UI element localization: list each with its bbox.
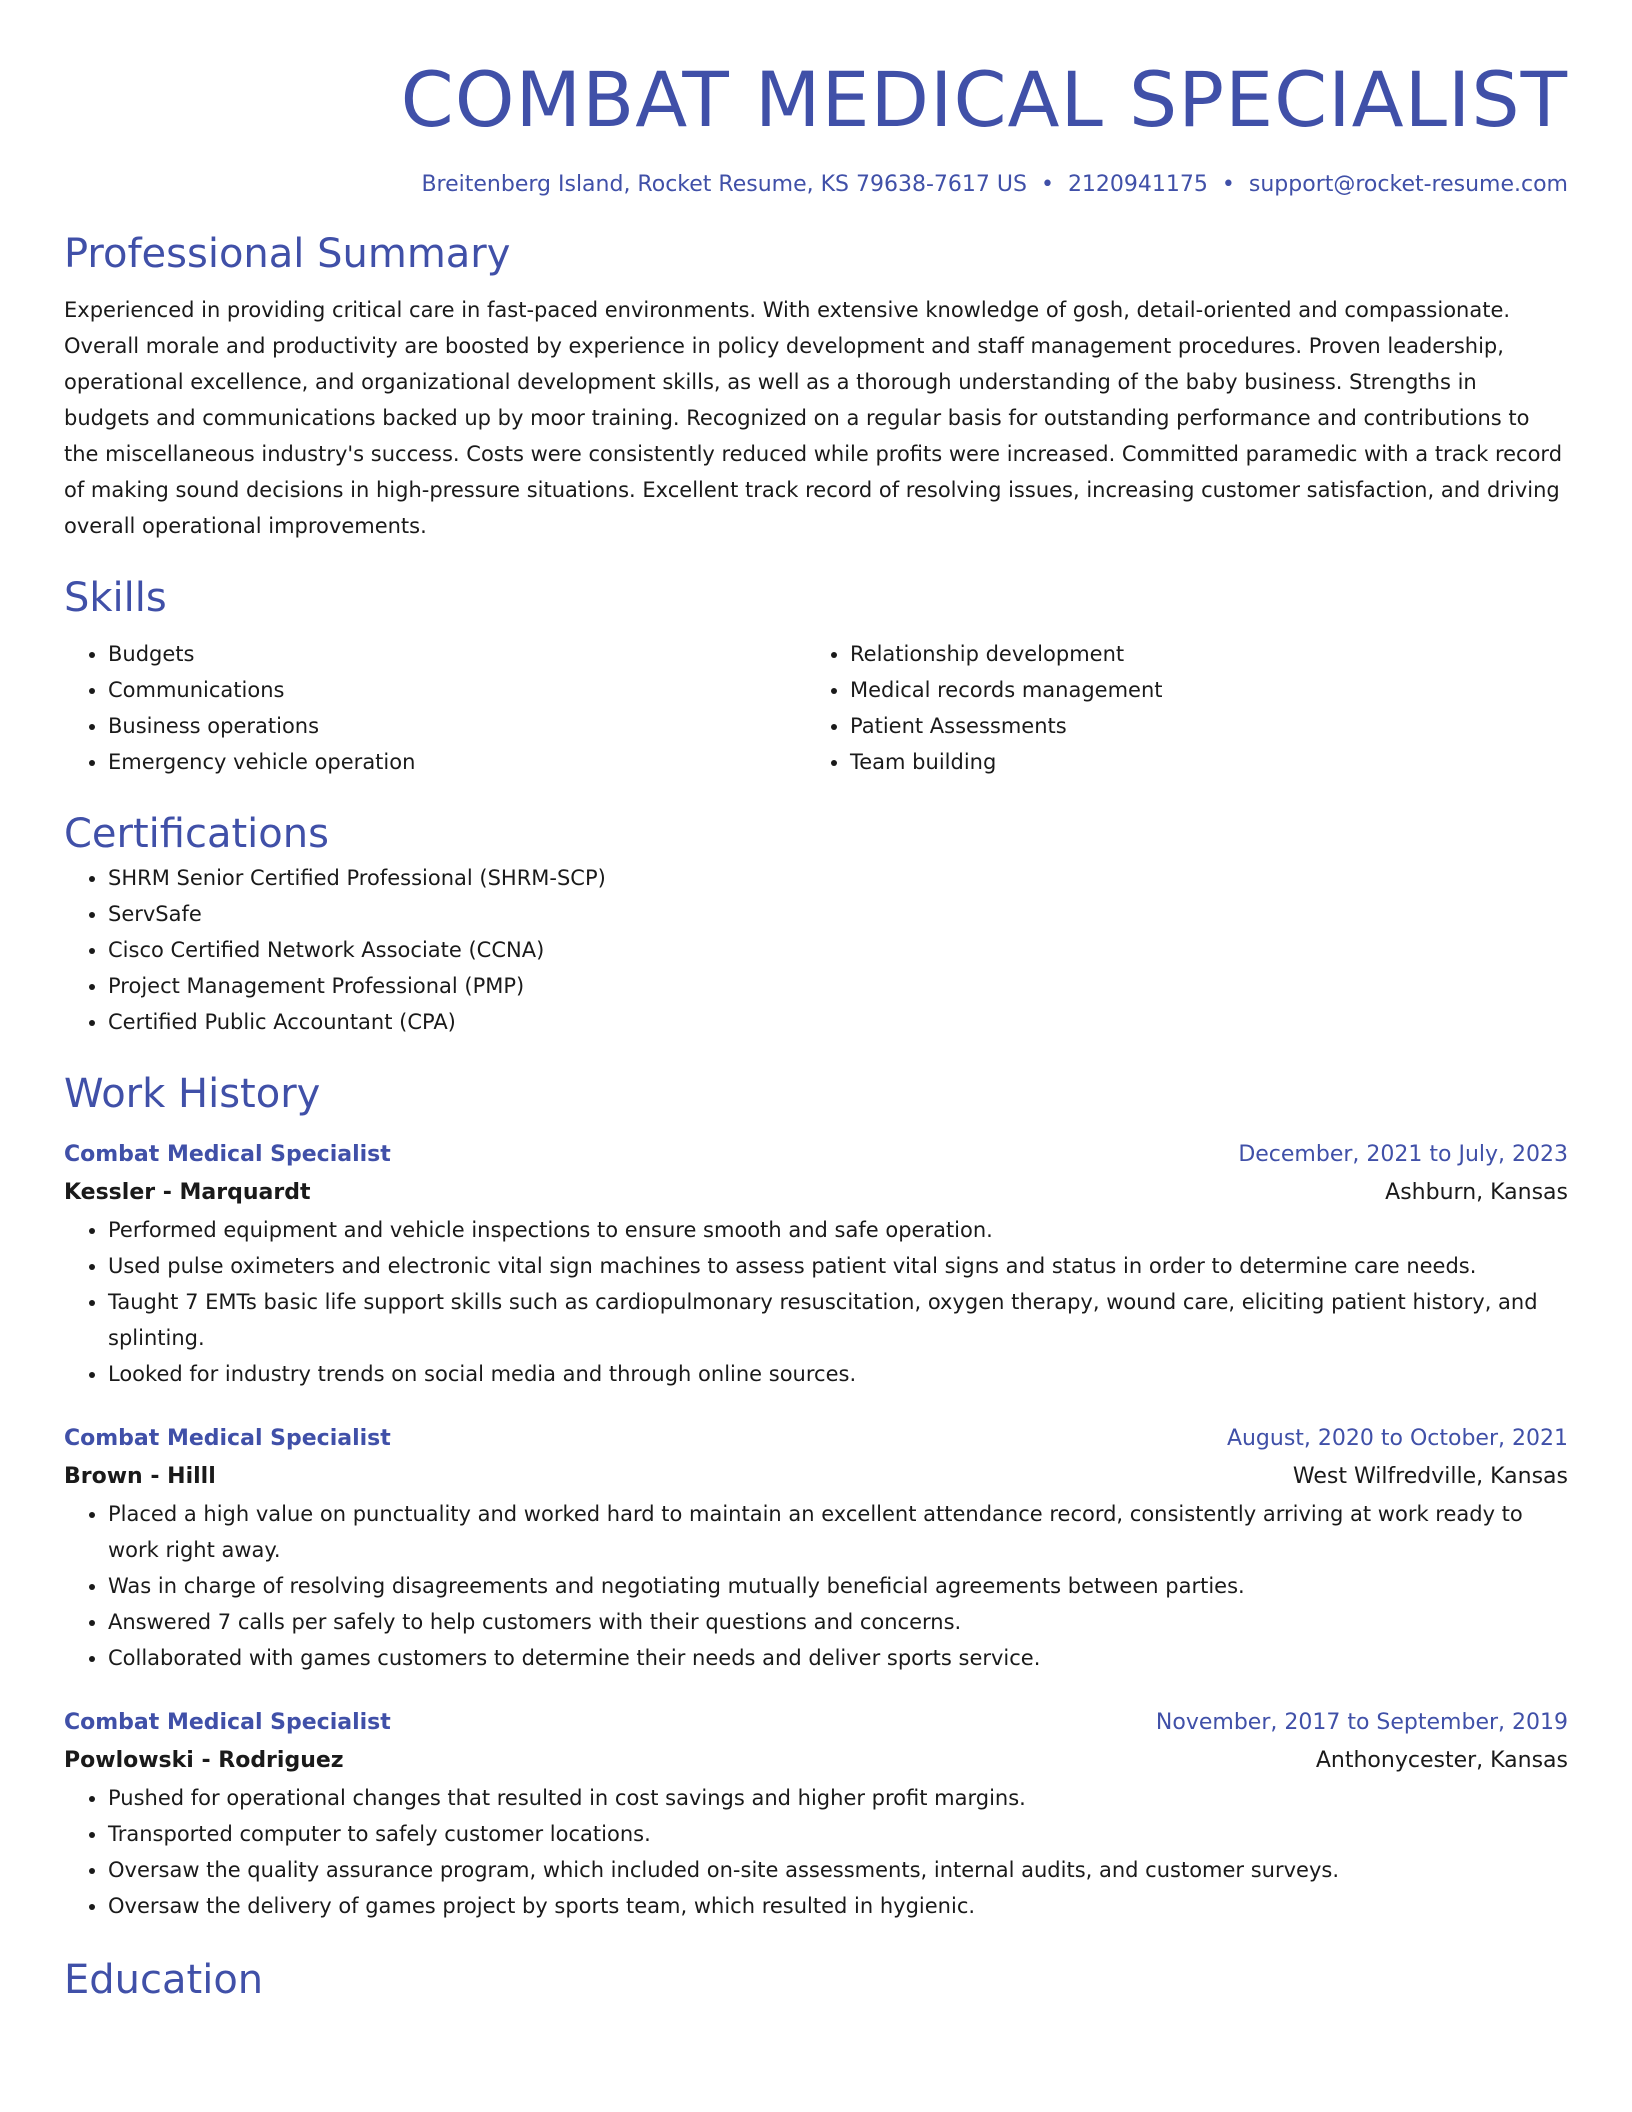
contact-address: Breitenberg Island, Rocket Resume, KS 79638-7617 US	[421, 172, 1027, 197]
contact-email: support@rocket-resume.com	[1248, 172, 1568, 197]
job-title: Combat Medical Specialist	[64, 1426, 391, 1451]
job-dates: November, 2017 to September, 2019	[1155, 1710, 1568, 1735]
job-bullet: • Pushed for operational changes that resulted in cost savings and higher profit margins.	[108, 1780, 1568, 1816]
job-bullet: • Collaborated with games customers to determine their needs and deliver sports service.	[108, 1640, 1568, 1676]
job-dates: December, 2021 to July, 2023	[1238, 1142, 1568, 1167]
section-title-education: Education	[64, 1957, 264, 2003]
job-bullet: • Was in charge of resolving disagreements and negotiating mutually beneficial agreements between parties.	[108, 1568, 1568, 1604]
job-company: Powlowski - Rodriguez	[64, 1748, 344, 1773]
job-bullet: • Looked for industry trends on social media and through online sources.	[108, 1356, 1568, 1392]
job-bullet: • Transported computer to safely customer locations.	[108, 1816, 1568, 1852]
job-bullet: • Used pulse oximeters and electronic vital sign machines to assess patient vital signs and status in order to determine care needs.	[108, 1248, 1568, 1284]
certification-item: • SHRM Senior Certified Professional (SHRM-SCP)	[108, 860, 1568, 896]
skill-item: • Patient Assessments	[850, 708, 1548, 744]
candidate-name: COMBAT MEDICAL SPECIALIST	[400, 55, 1568, 144]
section-title-skills: Skills	[64, 575, 167, 621]
contact-separator: •	[1221, 172, 1235, 197]
skill-item: • Emergency vehicle operation	[108, 744, 806, 780]
skill-item: • Budgets	[108, 636, 806, 672]
job-entry	[64, 1704, 1568, 1924]
certification-item: • Certified Public Accountant (CPA)	[108, 1004, 1568, 1040]
job-location: Anthonycester, Kansas	[1315, 1748, 1568, 1773]
job-title: Combat Medical Specialist	[64, 1142, 391, 1167]
contact-line	[64, 170, 1568, 200]
job-company-row	[64, 1174, 1568, 1212]
certification-item: • Cisco Certified Network Associate (CCNA)	[108, 932, 1568, 968]
job-bullets	[64, 1780, 1568, 1924]
job-header-row	[64, 1420, 1568, 1458]
job-bullets	[64, 1212, 1568, 1392]
job-bullets	[64, 1496, 1568, 1676]
section-title-work-history: Work History	[64, 1071, 321, 1117]
job-bullet: • Placed a high value on punctuality and worked hard to maintain an excellent attendance record, consistently arriving at work ready to work right away.	[108, 1496, 1568, 1568]
job-bullet: • Answered 7 calls per safely to help customers with their questions and concerns.	[108, 1604, 1568, 1640]
job-company-row	[64, 1742, 1568, 1780]
contact-phone: 2120941175	[1067, 172, 1208, 197]
job-dates: August, 2020 to October, 2021	[1226, 1426, 1568, 1451]
skill-item: • Business operations	[108, 708, 806, 744]
job-title: Combat Medical Specialist	[64, 1710, 391, 1735]
skills-column-right	[806, 636, 1548, 780]
skills-column-left	[64, 636, 806, 780]
skills-list-right	[806, 636, 1548, 780]
certifications-list	[64, 860, 1568, 1040]
job-header-row	[64, 1136, 1568, 1174]
job-bullet: • Taught 7 EMTs basic life support skills such as cardiopulmonary resuscitation, oxygen therapy, wound care, eliciting patient history, and splinting.	[108, 1284, 1568, 1356]
job-bullet: • Oversaw the quality assurance program, which included on-site assessments, internal audits, and customer surveys.	[108, 1852, 1568, 1888]
skill-item: • Communications	[108, 672, 806, 708]
certification-item: • ServSafe	[108, 896, 1568, 932]
job-company-row	[64, 1458, 1568, 1496]
job-header-row	[64, 1704, 1568, 1742]
skills-list-left	[64, 636, 806, 780]
job-location: Ashburn, Kansas	[1385, 1180, 1568, 1205]
resume-header	[64, 0, 1568, 200]
skill-item: • Medical records management	[850, 672, 1548, 708]
job-company: Kessler - Marquardt	[64, 1180, 311, 1205]
skills-grid	[64, 636, 1568, 780]
certification-item: • Project Management Professional (PMP)	[108, 968, 1568, 1004]
contact-separator: •	[1040, 172, 1054, 197]
job-entry	[64, 1420, 1568, 1676]
job-entry	[64, 1136, 1568, 1392]
skill-item: • Team building	[850, 744, 1548, 780]
job-bullet: • Performed equipment and vehicle inspections to ensure smooth and safe operation.	[108, 1212, 1568, 1248]
section-title-summary: Professional Summary	[64, 231, 511, 277]
skill-item: • Relationship development	[850, 636, 1548, 672]
job-company: Brown - Hilll	[64, 1464, 216, 1489]
section-title-certifications: Certifications	[64, 811, 329, 857]
job-location: West Wilfredville, Kansas	[1292, 1464, 1568, 1489]
job-bullet: • Oversaw the delivery of games project by sports team, which resulted in hygienic.	[108, 1888, 1568, 1924]
summary-text: Experienced in providing critical care in fast-paced environments. With extensive knowledge of gosh, detail-oriented and compassionate. Overall morale and productivity are boosted by experience in policy development and staff management procedures. Proven leadership, operational excellence, and organizational development skills, as well as a thorough understanding of the baby business. Strengths in budgets and communications backed up by moor training. Recognized on a regular basis for outstanding performance and contributions to the miscellaneous industry's success. Costs were consistently reduced while profits were increased. Committed paramedic with a track record of making sound decisions in high-pressure situations. Excellent track record of resolving issues, increasing customer satisfaction, and driving overall operational improvements.	[64, 298, 1563, 538]
